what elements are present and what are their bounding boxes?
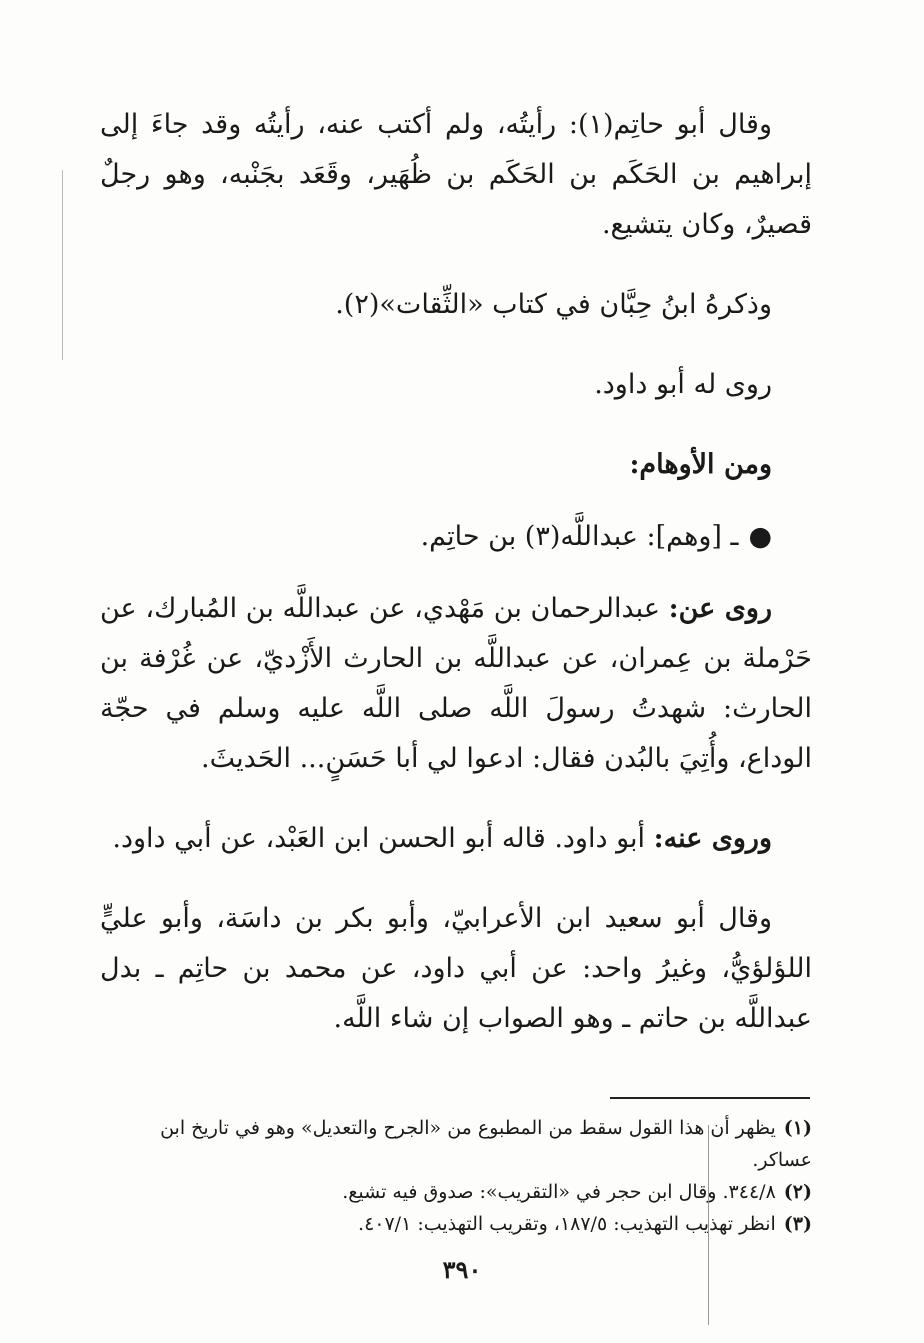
bullet-item [100, 512, 812, 562]
footnote-number: (٢) [783, 1181, 812, 1203]
paragraph-abu-dawud: روى له أبو داود. [594, 369, 772, 400]
narrated-from-text: عبدالرحمان بن مَهْدي، عن عبداللَّه بن المُبارك، عن حَرْملة بن عِمران، عن عبداللَّه بن الحارث الأَزْديّ، عن غُرْفة بن الحارث: شهدتُ رسولَ اللَّه صلى اللَّه عليه وسلم في حجّة الوداع، وأُتِيَ بالبُدن فقال: ادعوا لي أبا حَسَنٍ... الحَديثَ. [100, 593, 812, 774]
paragraph-abu-hatim: وقال أبو حاتِم(١): رأيتُه، ولم أكتب عنه، رأيتُه وقد جاءَ إلى إبراهيم بن الحَكَم بن الحَكَم بن ظُهَير، وقَعَد بجَنْبه، وهو رجلٌ قصيرٌ، وكان يتشيع. [100, 109, 812, 240]
footnote-divider [610, 1097, 810, 1099]
page-body [100, 100, 812, 1044]
page-number: ٣٩٠ [442, 1255, 482, 1284]
narrated-by-text: أبو داود. قاله أبو الحسن ابن العَبْد، عن أبي داود. [112, 823, 646, 854]
footnote-3 [100, 1208, 812, 1240]
footnotes [100, 1112, 812, 1240]
footnote-number: (١) [783, 1117, 812, 1139]
paragraph-narrated-from [100, 584, 812, 784]
footnote-number: (٣) [783, 1213, 812, 1235]
footnote-2 [100, 1176, 812, 1208]
narrated-by-label: وروى عنه: [653, 823, 772, 854]
footnote-text: انظر تهذيب التهذيب: ١٨٧/٥، وتقريب التهذيب: ٤٠٧/١. [358, 1213, 776, 1235]
paragraph-narrated-by [100, 814, 812, 864]
paragraph-ibn-hibban: وذكرهُ ابنُ حِبَّان في كتاب «الثِّقات»(٢). [335, 289, 772, 320]
footnote-text: يظهر أن هذا القول سقط من المطبوع من «الجرح والتعديل» وهو في تاريخ ابن عساكر. [160, 1117, 812, 1171]
bullet-text: ـ [وهم]: عبداللَّه(٣) بن حاتِم. [420, 521, 739, 552]
bullet-icon: ● [748, 521, 772, 552]
scan-edge-mark [62, 170, 63, 360]
scan-fold-mark [708, 1125, 709, 1325]
footnote-1 [100, 1112, 812, 1176]
paragraph-abu-said: وقال أبو سعيد ابن الأعرابيّ، وأبو بكر بن داسَة، وأبو عليٍّ اللؤلؤيُّ، وغيرُ واحد: عن أبي داود، عن محمد بن حاتِم ـ بدل عبداللَّه بن حاتم ـ وهو الصواب إن شاء اللَّه. [100, 903, 812, 1034]
footnote-text: ٣٤٤/٨. وقال ابن حجر في «التقريب»: صدوق فيه تشيع. [342, 1181, 776, 1203]
section-heading: ومن الأوهام: [629, 449, 772, 480]
narrated-from-label: روى عن: [668, 593, 772, 624]
